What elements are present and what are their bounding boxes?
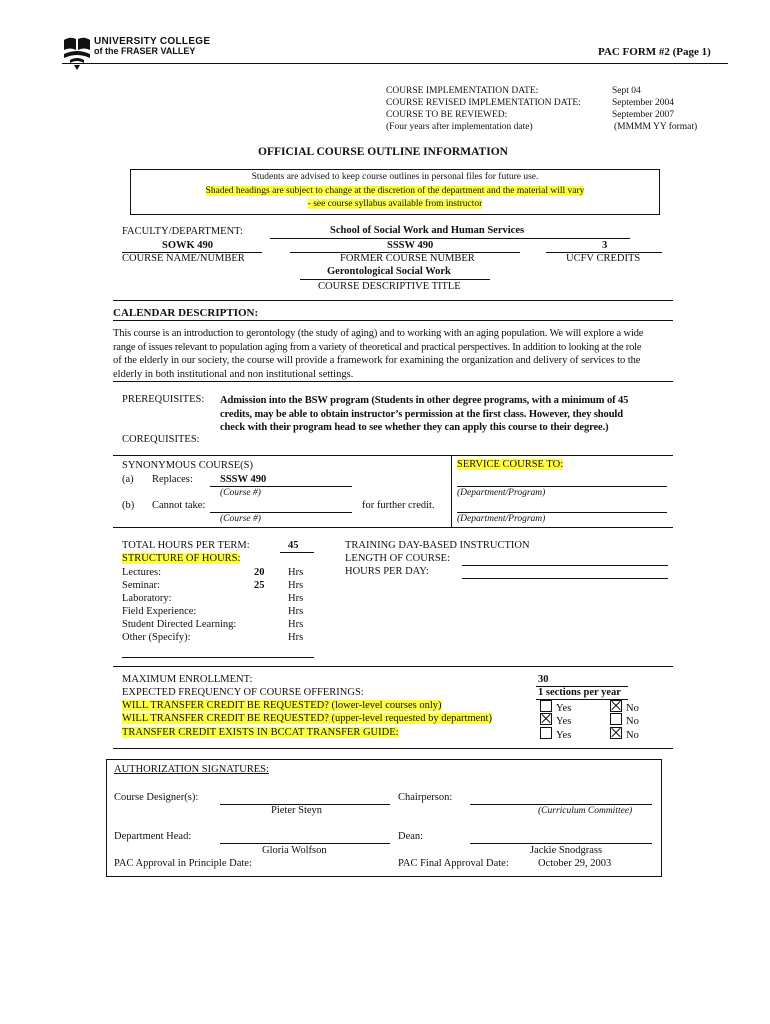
calendar-heading: CALENDAR DESCRIPTION: — [113, 307, 259, 319]
coreq-label: COREQUISITES: — [122, 434, 200, 445]
hours-per-day-label: HOURS PER DAY: — [345, 566, 429, 577]
chair-hint: (Curriculum Committee) — [538, 806, 633, 816]
notice-box — [130, 169, 660, 215]
transfer-bccat-yes[interactable]: Yes — [540, 727, 571, 741]
calendar-line: of the elderly in our society, the course will provide a framework for examining the organization and delivery of services to the — [113, 355, 641, 366]
faculty-label: FACULTY/DEPARTMENT: — [122, 226, 243, 237]
date-format-note: (MMMM YY format) — [614, 122, 698, 132]
transfer-lower-no[interactable]: No — [610, 700, 639, 714]
impl-date-label: COURSE IMPLEMENTATION DATE: — [386, 86, 539, 96]
yes-checkbox[interactable] — [540, 727, 552, 739]
logo-text-line1: UNIVERSITY COLLEGE — [94, 36, 211, 47]
yes-checkbox[interactable] — [540, 700, 552, 712]
dept-head-label: Department Head: — [114, 831, 192, 842]
former-course-label: FORMER COURSE NUMBER — [340, 253, 475, 264]
main-title: OFFICIAL COURSE OUTLINE INFORMATION — [258, 146, 508, 158]
chair-label: Chairperson: — [398, 792, 453, 803]
frequency-label: EXPECTED FREQUENCY OF COURSE OFFERINGS: — [122, 687, 364, 698]
dept-hint-1: (Department/Program) — [457, 488, 546, 498]
max-enrollment-value: 30 — [538, 674, 549, 685]
calendar-line: This course is an introduction to gerontology (the study of aging) and to working with an aging population. We will explore a wide — [113, 328, 644, 339]
structure-hours-label: STRUCTURE OF HOURS: — [122, 553, 241, 564]
total-hours-label: TOTAL HOURS PER TERM: — [122, 540, 250, 551]
course-hint-1: (Course #) — [220, 488, 261, 498]
cannot-b-label: (b) — [122, 500, 135, 511]
pac-principle-label: PAC Approval in Principle Date: — [114, 858, 252, 869]
form-title: PAC FORM #2 (Page 1) — [598, 46, 711, 58]
hours-row-lab: Laboratory: Hrs — [122, 593, 304, 604]
prereq-text — [220, 394, 670, 435]
designer-name: Pieter Steyn — [271, 805, 323, 816]
replaces-a-label: (a) — [122, 474, 134, 485]
further-credit-label: for further credit. — [362, 500, 435, 511]
transfer-lower-label: WILL TRANSFER CREDIT BE REQUESTED? (lower-level courses only) — [122, 700, 442, 711]
transfer-upper-no[interactable]: No — [610, 713, 639, 727]
revised-date-value: September 2004 — [612, 98, 675, 108]
logo-emblem-icon — [62, 36, 92, 70]
hours-row-lectures: Lectures: 20 Hrs — [122, 567, 304, 578]
replaces-value: SSSW 490 — [220, 474, 267, 485]
dept-head-name: Gloria Wolfson — [262, 845, 327, 856]
cannot-take-label: Cannot take: — [152, 500, 206, 511]
faculty-value: School of Social Work and Human Services — [330, 225, 525, 236]
prereq-line: credits, may be able to obtain instructor’s permission at the first class. However, they should — [220, 408, 623, 420]
total-hours-value: 45 — [288, 540, 299, 551]
transfer-lower-yes[interactable]: Yes — [540, 700, 571, 714]
designer-label: Course Designer(s): — [114, 792, 199, 803]
prereq-label: PREREQUISITES: — [122, 394, 205, 405]
course-number: SOWK 490 — [162, 240, 214, 251]
impl-date-value: Sept 04 — [612, 86, 641, 96]
no-checkbox-checked[interactable] — [610, 727, 622, 739]
replaces-label: Replaces: — [152, 474, 193, 485]
course-title-label: COURSE DESCRIPTIVE TITLE — [318, 281, 461, 292]
former-course-number: SSSW 490 — [387, 240, 434, 251]
dean-name: Jackie Snodgrass — [530, 845, 603, 856]
calendar-description — [113, 327, 678, 381]
credits-label: UCFV CREDITS — [566, 253, 641, 264]
review-date-label: COURSE TO BE REVIEWED: — [386, 110, 508, 120]
notice-line1: Students are advised to keep course outlines in personal files for future use. — [251, 172, 539, 182]
review-date-value: September 2007 — [612, 110, 675, 120]
training-label: TRAINING DAY-BASED INSTRUCTION — [345, 540, 530, 551]
credits-value: 3 — [602, 240, 608, 251]
dept-hint-2: (Department/Program) — [457, 514, 546, 524]
synonymous-label: SYNONYMOUS COURSE(S) — [122, 460, 253, 471]
max-enrollment-label: MAXIMUM ENROLLMENT: — [122, 674, 253, 685]
calendar-line: elderly in both institutional and non institutional settings. — [113, 368, 354, 380]
prereq-line: Admission into the BSW program (Students in other degree programs, with a minimum of 45 — [220, 395, 629, 406]
course-hint-2: (Course #) — [220, 514, 261, 524]
transfer-upper-yes[interactable]: Yes — [540, 713, 571, 727]
pac-final-value: October 29, 2003 — [538, 858, 612, 869]
transfer-bccat-no[interactable]: No — [610, 727, 639, 741]
hours-row-field: Field Experience: Hrs — [122, 606, 304, 617]
notice-line3: - see course syllabus available from instructor — [307, 199, 483, 209]
prereq-line: check with their program head to see whether they can apply this course to their degree.) — [220, 422, 609, 433]
hours-row-seminar: Seminar: 25 Hrs — [122, 580, 304, 591]
frequency-value: 1 sections per year — [538, 687, 621, 698]
signatures-heading: AUTHORIZATION SIGNATURES: — [114, 764, 269, 775]
no-checkbox[interactable] — [610, 713, 622, 725]
length-label: LENGTH OF COURSE: — [345, 553, 451, 564]
yes-checkbox-checked[interactable] — [540, 713, 552, 725]
calendar-line: range of issues relevant to population aging from a variety of theoretical and practical perspectives. In addition to looking at the role — [113, 341, 642, 353]
review-note-label: (Four years after implementation date) — [386, 122, 533, 132]
revised-date-label: COURSE REVISED IMPLEMENTATION DATE: — [386, 98, 581, 108]
course-title: Gerontological Social Work — [327, 266, 451, 277]
no-checkbox-checked[interactable] — [610, 700, 622, 712]
hours-row-other: Other (Specify): Hrs — [122, 632, 304, 643]
pac-final-label: PAC Final Approval Date: — [398, 858, 509, 869]
notice-line2: Shaded headings are subject to change at the discretion of the department and the material will vary — [205, 186, 585, 196]
hours-row-sdl: Student Directed Learning: Hrs — [122, 619, 304, 630]
transfer-bccat-label: TRANSFER CREDIT EXISTS IN BCCAT TRANSFER GUIDE: — [122, 727, 399, 738]
dean-label: Dean: — [398, 831, 424, 842]
service-course-label: SERVICE COURSE TO: — [457, 459, 564, 470]
transfer-upper-label: WILL TRANSFER CREDIT BE REQUESTED? (upper-level requested by department) — [122, 713, 492, 724]
course-name-label: COURSE NAME/NUMBER — [122, 253, 245, 264]
logo-text-line2: of the FRASER VALLEY — [94, 46, 196, 56]
